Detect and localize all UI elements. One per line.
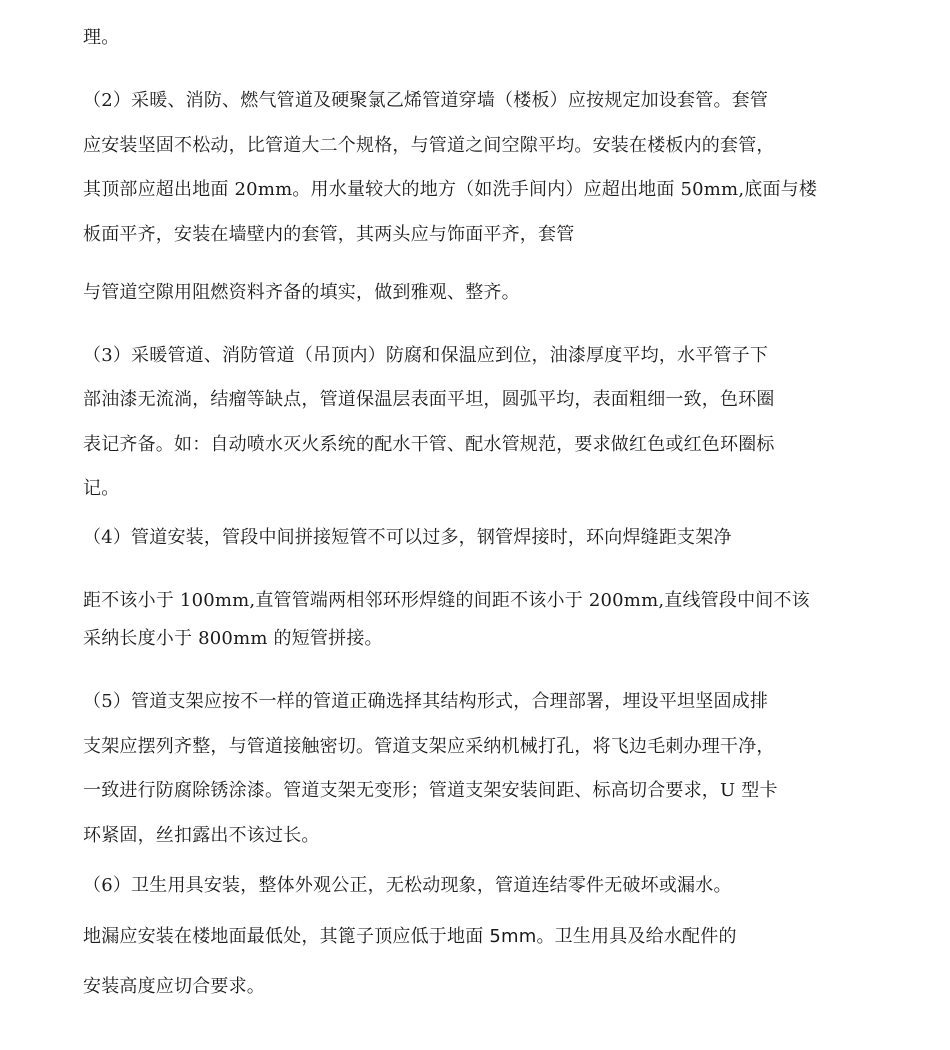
text-line: 采纳长度小于 800mm 的短管拼接。 [83, 628, 383, 649]
text-line: 地漏应安装在楼地面最低处，其篦子顶应低于地面 5mm。卫生用具及给水配件的 [83, 926, 737, 947]
text-line: 部油漆无流淌，结瘤等缺点，管道保温层表面平坦，圆弧平均，表面粗细一致，色环圈 [83, 389, 775, 410]
text-line: （3）采暖管道、消防管道（吊顶内）防腐和保温应到位，油漆厚度平均，水平管子下 [83, 345, 769, 366]
text-line: 环紧固，丝扣露出不该过长。 [83, 825, 320, 846]
text-line: 记。 [83, 478, 120, 499]
text-line: 其顶部应超出地面 20mm。用水量较大的地方（如洗手间内）应超出地面 50mm,底面与楼 [83, 179, 818, 200]
text-line: 支架应摆列齐整，与管道接触密切。管道支架应采纳机械打孔，将飞边毛刺办理干净， [83, 736, 775, 757]
text-line: 与管道空隙用阻燃资料齐备的填实，做到雅观、整齐。 [83, 282, 520, 303]
text-line: 板面平齐，安装在墙壁内的套管，其两头应与饰面平齐，套管 [83, 224, 575, 245]
text-line: 距不该小于 100mm,直管管端两相邻环形焊缝的间距不该小于 200mm,直线管段中间不该 [83, 590, 810, 611]
text-line: 表记齐备。如：自动喷水灭火系统的配水干管、配水管规范，要求做红色或红色环圈标 [83, 434, 775, 455]
text-line: 理。 [83, 27, 120, 48]
text-line: 应安装坚固不松动，比管道大二个规格，与管道之间空隙平均。安装在楼板内的套管， [83, 135, 775, 156]
text-line: 安装高度应切合要求。 [83, 976, 265, 997]
text-line: （2）采暖、消防、燃气管道及硬聚氯乙烯管道穿墙（楼板）应按规定加设套管。套管 [83, 90, 769, 111]
text-line: （4）管道安装，管段中间拼接短管不可以过多，钢管焊接时，环向焊缝距支架净 [83, 527, 732, 548]
text-line: （6）卫生用具安装，整体外观公正，无松动现象，管道连结零件无破坏或漏水。 [83, 875, 732, 896]
text-line: 一致进行防腐除锈涂漆。管道支架无变形；管道支架安装间距、标高切合要求，U 型卡 [83, 780, 778, 801]
text-line: （5）管道支架应按不一样的管道正确选择其结构形式，合理部署，埋设平坦坚固成排 [83, 691, 769, 712]
